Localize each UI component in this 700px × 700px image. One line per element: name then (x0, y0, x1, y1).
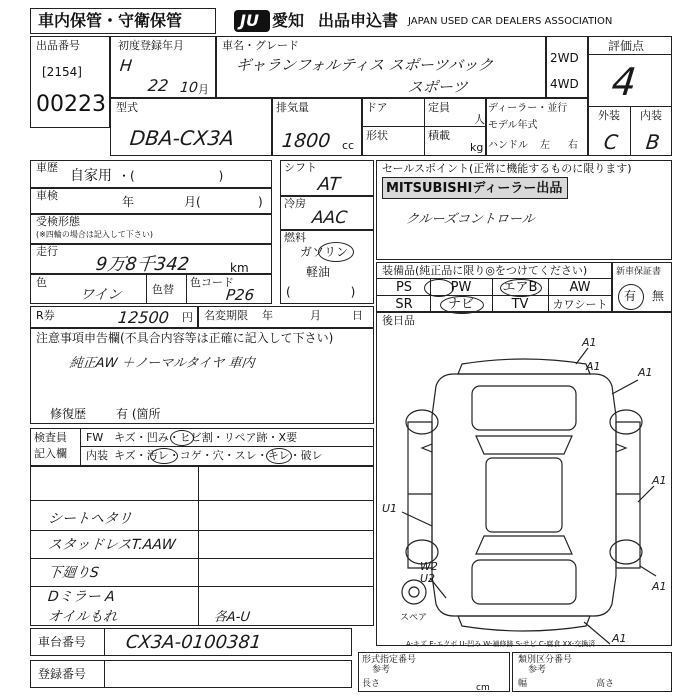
aircon-label: 冷房 (284, 197, 306, 210)
doors-label: ドア (366, 101, 388, 114)
model-label: 型式 (116, 101, 138, 114)
fuel-paren: ( ) (286, 285, 356, 299)
lot-number: 00223 (36, 92, 106, 117)
brand-name: 愛知 (272, 11, 305, 30)
mileage-value: 9万8千342 (94, 254, 191, 275)
car-diagram (376, 326, 672, 646)
rating-exterior: C (602, 130, 620, 154)
receipt-label: 受検形態 (36, 215, 80, 228)
name-change-label: 名変期限 (204, 309, 248, 322)
shift-label: シフト (284, 161, 317, 174)
lot-label: 出品番号 (36, 39, 80, 52)
wheel-rear-right (610, 540, 642, 564)
inspector-row1-label: FW (86, 431, 104, 444)
trunk (472, 560, 576, 604)
dealer-label: ディーラー・並行 (488, 103, 568, 114)
color-code-label: 色コード (190, 276, 234, 289)
chassis-value: CX3A-0100381 (124, 632, 263, 653)
registration-month-unit: 月 (198, 83, 209, 96)
history-label: 車歴 (36, 161, 58, 174)
inspection-month-unit: 月( (184, 195, 201, 209)
after-sale-label: 後日品 (382, 314, 415, 327)
dealer-left: 左 (540, 140, 550, 151)
rating-exterior-label: 外装 (598, 109, 620, 122)
dealer-right: 右 (568, 140, 578, 151)
equipment-label: 装備品(純正品に限り◎をつけてください) (382, 264, 588, 277)
rating-interior-label: 内装 (640, 109, 662, 122)
inspection-close: ) (258, 195, 263, 209)
fuel-gas-circle (318, 242, 354, 262)
fuel-label: 燃料 (284, 231, 306, 244)
name-change-month: 月 (310, 309, 321, 322)
rating-score: 4 (609, 60, 639, 104)
registration-label: 初度登録年月 (118, 39, 184, 52)
color-code: P26 (225, 286, 256, 304)
inspector-row2-label: 内装 (86, 449, 108, 462)
equip-tv: TV (511, 297, 529, 312)
cert-class-ref: 参考 (528, 665, 547, 675)
recycle-value: 12500 (117, 308, 170, 327)
equip-ps-circle (424, 279, 454, 297)
recycle-box (30, 306, 198, 328)
rear-window (476, 536, 572, 554)
roof (486, 458, 562, 532)
remarks-label: 注意事項申告欄(不具合内容等は正確に記入して下さい) (36, 331, 334, 345)
drive-2wd: 2WD (550, 51, 579, 65)
warranty-no: 無 (652, 289, 665, 303)
warranty-yes: 有 (624, 289, 637, 303)
equip-aw: AW (569, 280, 591, 295)
left-side-panel (408, 422, 432, 568)
load-label: 積載 (428, 129, 450, 142)
name-change-day: 日 (352, 309, 363, 322)
registration-year: 22 (147, 76, 170, 95)
inspector-circle-1 (170, 430, 194, 446)
car-name-line2: スポーツ (407, 78, 469, 96)
mirror-right (616, 444, 626, 452)
sales-point-label: セールスポイント(正常に機能するものに限ります) (382, 162, 632, 175)
history-value: 自家用 (70, 168, 112, 184)
recycle-unit: 円 (182, 311, 193, 324)
cert-class-width: 幅 (518, 679, 528, 689)
damage-mark-6: A1 (652, 580, 667, 593)
displacement-unit: cc (342, 139, 355, 152)
equip-airbag: エアB (502, 280, 538, 295)
cert-model-ref: 参考 (372, 665, 391, 675)
inspection-box (30, 188, 272, 214)
shape-label: 形状 (366, 129, 388, 142)
damage-mark-2: A1 (586, 360, 601, 373)
rating-interior: B (644, 130, 661, 154)
dealer-tag: MITSUBISHIディーラー出品 (386, 181, 563, 196)
name-change-year: 年 (262, 309, 273, 322)
model-value: DBA-CX3A (128, 126, 236, 150)
association-name: JAPAN USED CAR DEALERS ASSOCIATION (408, 16, 613, 27)
mirror-left (422, 444, 432, 452)
warranty-yes-circle (618, 284, 644, 310)
fuel-diesel: 軽油 (306, 265, 331, 279)
aircon-value: AAC (310, 208, 349, 228)
equip-ps: PS (395, 280, 413, 295)
displacement-value: 1800 (280, 130, 332, 152)
inspector-circle-2 (150, 448, 178, 464)
drive-4wd: 4WD (550, 77, 579, 91)
warranty-label: 新車保証書 (616, 267, 662, 277)
windshield (476, 436, 572, 454)
recycle-label: R券 (36, 309, 55, 322)
damage-mark-8: U2 (420, 572, 436, 585)
capacity-label: 定員 (428, 101, 450, 114)
damage-mark-3: A1 (638, 366, 653, 379)
displacement-label: 排気量 (276, 101, 309, 114)
right-side-panel (616, 422, 640, 568)
note-1: シートヘタリ (47, 511, 133, 527)
damage-mark-1: A1 (582, 336, 597, 349)
damage-mark-9: A1 (612, 632, 627, 645)
equip-leather: カワシート (552, 298, 608, 311)
damage-mark-7: W2 (420, 560, 438, 573)
lot-bracket-number: [2154] (42, 65, 82, 79)
inspection-year-unit: 年 (122, 195, 135, 209)
hood (472, 386, 576, 430)
car-name-line1: ギャランフォルティス スポーツバック (235, 56, 494, 74)
plate-label: 登録番号 (38, 667, 87, 681)
repair-label: 修復歴 (50, 407, 87, 421)
damage-mark-4: A1 (652, 474, 667, 487)
storage-text: 車内保管・守衛保管 (38, 11, 183, 30)
inspector-label-1: 検査員 (34, 431, 67, 444)
cert-class-height: 高さ (596, 679, 615, 689)
note-4: Dミラー A (47, 589, 116, 605)
spare-label: スペア (400, 613, 428, 623)
registration-month: 10 (179, 80, 199, 96)
inspector-row1: キズ・凹み・ヒビ割・リペア跡・X要 (114, 431, 298, 444)
inspector-circle-3 (266, 448, 292, 464)
fuel-gas: ガソリン (300, 245, 349, 259)
color-label: 色 (36, 276, 47, 289)
receipt-note: (※四輪の場合は記入して下さい) (36, 230, 153, 239)
color-value: ワイン (79, 287, 123, 303)
cert-model-length: 長さ (362, 679, 381, 689)
equip-airbag-circle (500, 279, 542, 297)
repair-value: 有 (箇所 (116, 407, 161, 421)
mileage-label: 走行 (36, 245, 58, 258)
registration-era: H (119, 56, 134, 75)
cert-model-label: 形式指定番号 (362, 655, 417, 665)
note-2: スタッドレスT.AAW (47, 537, 177, 553)
shift-value: AT (316, 174, 342, 195)
remarks-line1: 純正AW ＋ノーマルタイヤ 車内 (69, 356, 256, 371)
equip-navi: ナビ (447, 297, 474, 312)
cert-class-label: 類別区分番号 (518, 655, 573, 665)
notes-extra: 各A-U (213, 610, 251, 625)
color-trim-label: 色替 (152, 283, 174, 296)
note-3: 下廻りS (47, 565, 100, 581)
chassis-label: 車台番号 (38, 635, 87, 649)
dealer-model-year: モデル年式 (488, 120, 538, 131)
car-body-outline (432, 374, 616, 616)
rating-label: 評価点 (608, 39, 645, 53)
dealer-handle: ハンドル (488, 140, 528, 151)
sales-point-note: クルーズコントロール (405, 212, 536, 227)
inspector-row2: キズ・汚レ・コゲ・穴・スレ・キレ・破レ (114, 449, 323, 462)
mileage-unit: km (230, 261, 249, 275)
form-title: 出品申込書 (318, 11, 399, 30)
equip-pw: PW (450, 280, 472, 295)
equip-sr: SR (395, 297, 413, 312)
cert-model-unit: cm (476, 683, 490, 693)
car-name-label: 車名・グレード (222, 39, 299, 52)
damage-mark-5: U1 (382, 502, 398, 515)
capacity-unit: 人 (474, 113, 485, 126)
inspection-label: 車検 (36, 189, 58, 202)
load-unit: kg (470, 141, 484, 154)
ju-logo-text: JU (240, 11, 259, 30)
inspector-label-2: 記入欄 (34, 447, 67, 460)
damage-legend: A-キズ E-エクボ U-凹み W-補修跡 S-サビ C-腐食 XX-交換済 (406, 640, 596, 648)
history-paren: ・( ) (118, 169, 224, 183)
rear-bumper (458, 616, 590, 631)
note-5: オイルもれ (47, 609, 119, 625)
front-bumper (458, 359, 590, 374)
